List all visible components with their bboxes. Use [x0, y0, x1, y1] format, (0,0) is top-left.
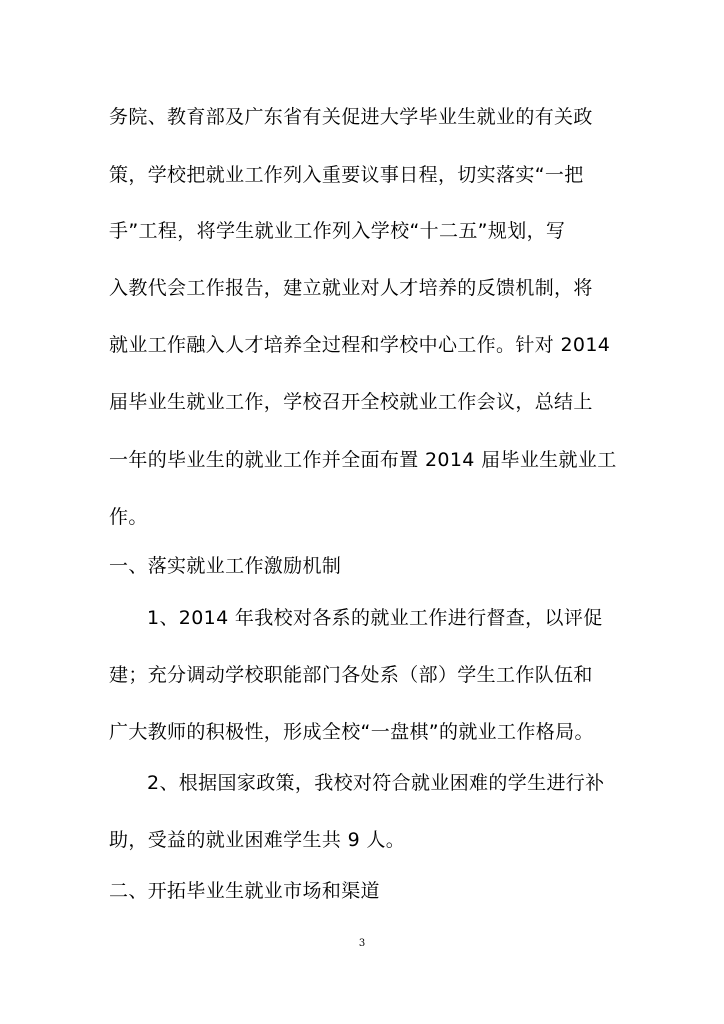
paragraph-line: 手”工程，将学生就业工作列入学校“十二五”规划，写: [109, 220, 566, 242]
section-heading: 一、落实就业工作激励机制: [109, 555, 342, 577]
section-heading: 二、开拓毕业生就业市场和渠道: [109, 880, 380, 902]
paragraph-line: 入教代会工作报告，建立就业对人才培养的反馈机制，将: [109, 277, 593, 299]
paragraph-line: 就业工作融入人才培养全过程和学校中心工作。针对 2014: [109, 334, 611, 356]
paragraph-line: 务院、教育部及广东省有关促进大学毕业生就业的有关政: [109, 106, 593, 128]
paragraph-line: 助，受益的就业困难学生共 9 人。: [109, 829, 406, 851]
paragraph-line: 广大教师的积极性，形成全校“一盘棋”的就业工作格局。: [109, 721, 594, 743]
paragraph-line: 2、根据国家政策，我校对符合就业困难的学生进行补: [147, 772, 605, 794]
paragraph-line: 策，学校把就业工作列入重要议事日程，切实落实“一把: [109, 164, 584, 186]
page-number: 3: [358, 938, 366, 949]
paragraph-line: 建；充分调动学校职能部门各处系（部）学生工作队伍和: [109, 664, 593, 686]
paragraph-line: 一年的毕业生的就业工作并全面布置 2014 届毕业生就业工: [109, 449, 617, 471]
paragraph-line: 1、2014 年我校对各系的就业工作进行督查，以评促: [147, 607, 603, 629]
paragraph-line: 作。: [109, 506, 148, 528]
paragraph-line: 届毕业生就业工作，学校召开全校就业工作会议，总结上: [109, 391, 593, 413]
